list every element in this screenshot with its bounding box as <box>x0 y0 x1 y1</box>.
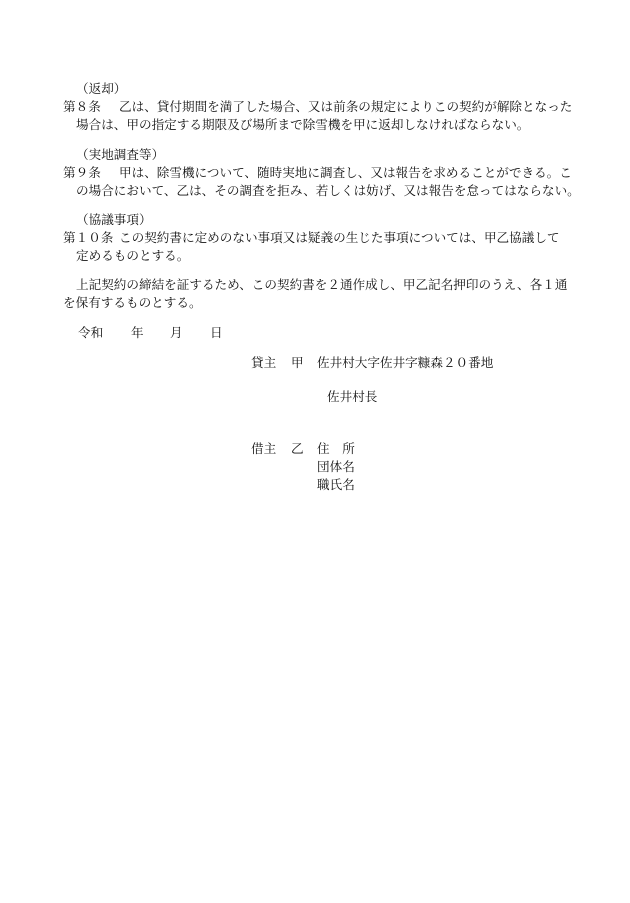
article-10-number: 第１０条 <box>63 230 114 245</box>
borrower-org-label: 団体名 <box>317 459 355 474</box>
article-8-heading: （返却） <box>76 81 127 96</box>
article-8-text1: 乙は、貸付期間を満了した場合、又は前条の規定によりこの契約が解除となった <box>119 99 573 114</box>
date-day: 日 <box>210 325 223 340</box>
borrower-party: 乙 <box>291 441 304 456</box>
borrower-address-label: 住 所 <box>317 441 355 456</box>
lender-role: 貸主 <box>251 355 277 370</box>
closing-line2: を保有するものとする。 <box>63 295 202 310</box>
article-10-line2: 定めるものとする。 <box>76 248 190 263</box>
article-8-line2: 場合は、甲の指定する期限及び場所まで除雪機を甲に返却しなければならない。 <box>76 117 530 132</box>
article-9-line2: の場合において、乙は、その調査を拒み、若しくは妨げ、又は報告を怠ってはならない。 <box>76 183 580 198</box>
date-year: 年 <box>131 325 144 340</box>
article-8-line1 <box>63 98 572 116</box>
article-9-heading: （実地調査等） <box>76 147 165 162</box>
article-8-number: 第８条 <box>63 99 101 114</box>
borrower-role: 借主 <box>251 441 277 456</box>
lender-name: 佐井村長 <box>327 389 378 404</box>
date-month: 月 <box>170 325 183 340</box>
closing-line1: 上記契約の締結を証するため、この契約書を２通作成し、甲乙記名押印のうえ、各１通 <box>76 277 568 292</box>
article-10-line1 <box>63 229 560 247</box>
article-10-heading: （協議事項） <box>76 212 152 227</box>
borrower-name-label: 職氏名 <box>317 477 355 492</box>
lender-address: 佐井村大字佐井字糠森２０番地 <box>317 355 494 370</box>
article-10-text1: この契約書に定めのない事項又は疑義の生じた事項については、甲乙協議して <box>119 230 560 245</box>
article-9-number: 第９条 <box>63 165 101 180</box>
date-era: 令和 <box>78 325 104 340</box>
article-9-line1 <box>63 164 572 182</box>
lender-party: 甲 <box>291 355 304 370</box>
article-9-text1: 甲は、除雪機について、随時実地に調査し、又は報告を求めることができる。こ <box>119 165 572 180</box>
